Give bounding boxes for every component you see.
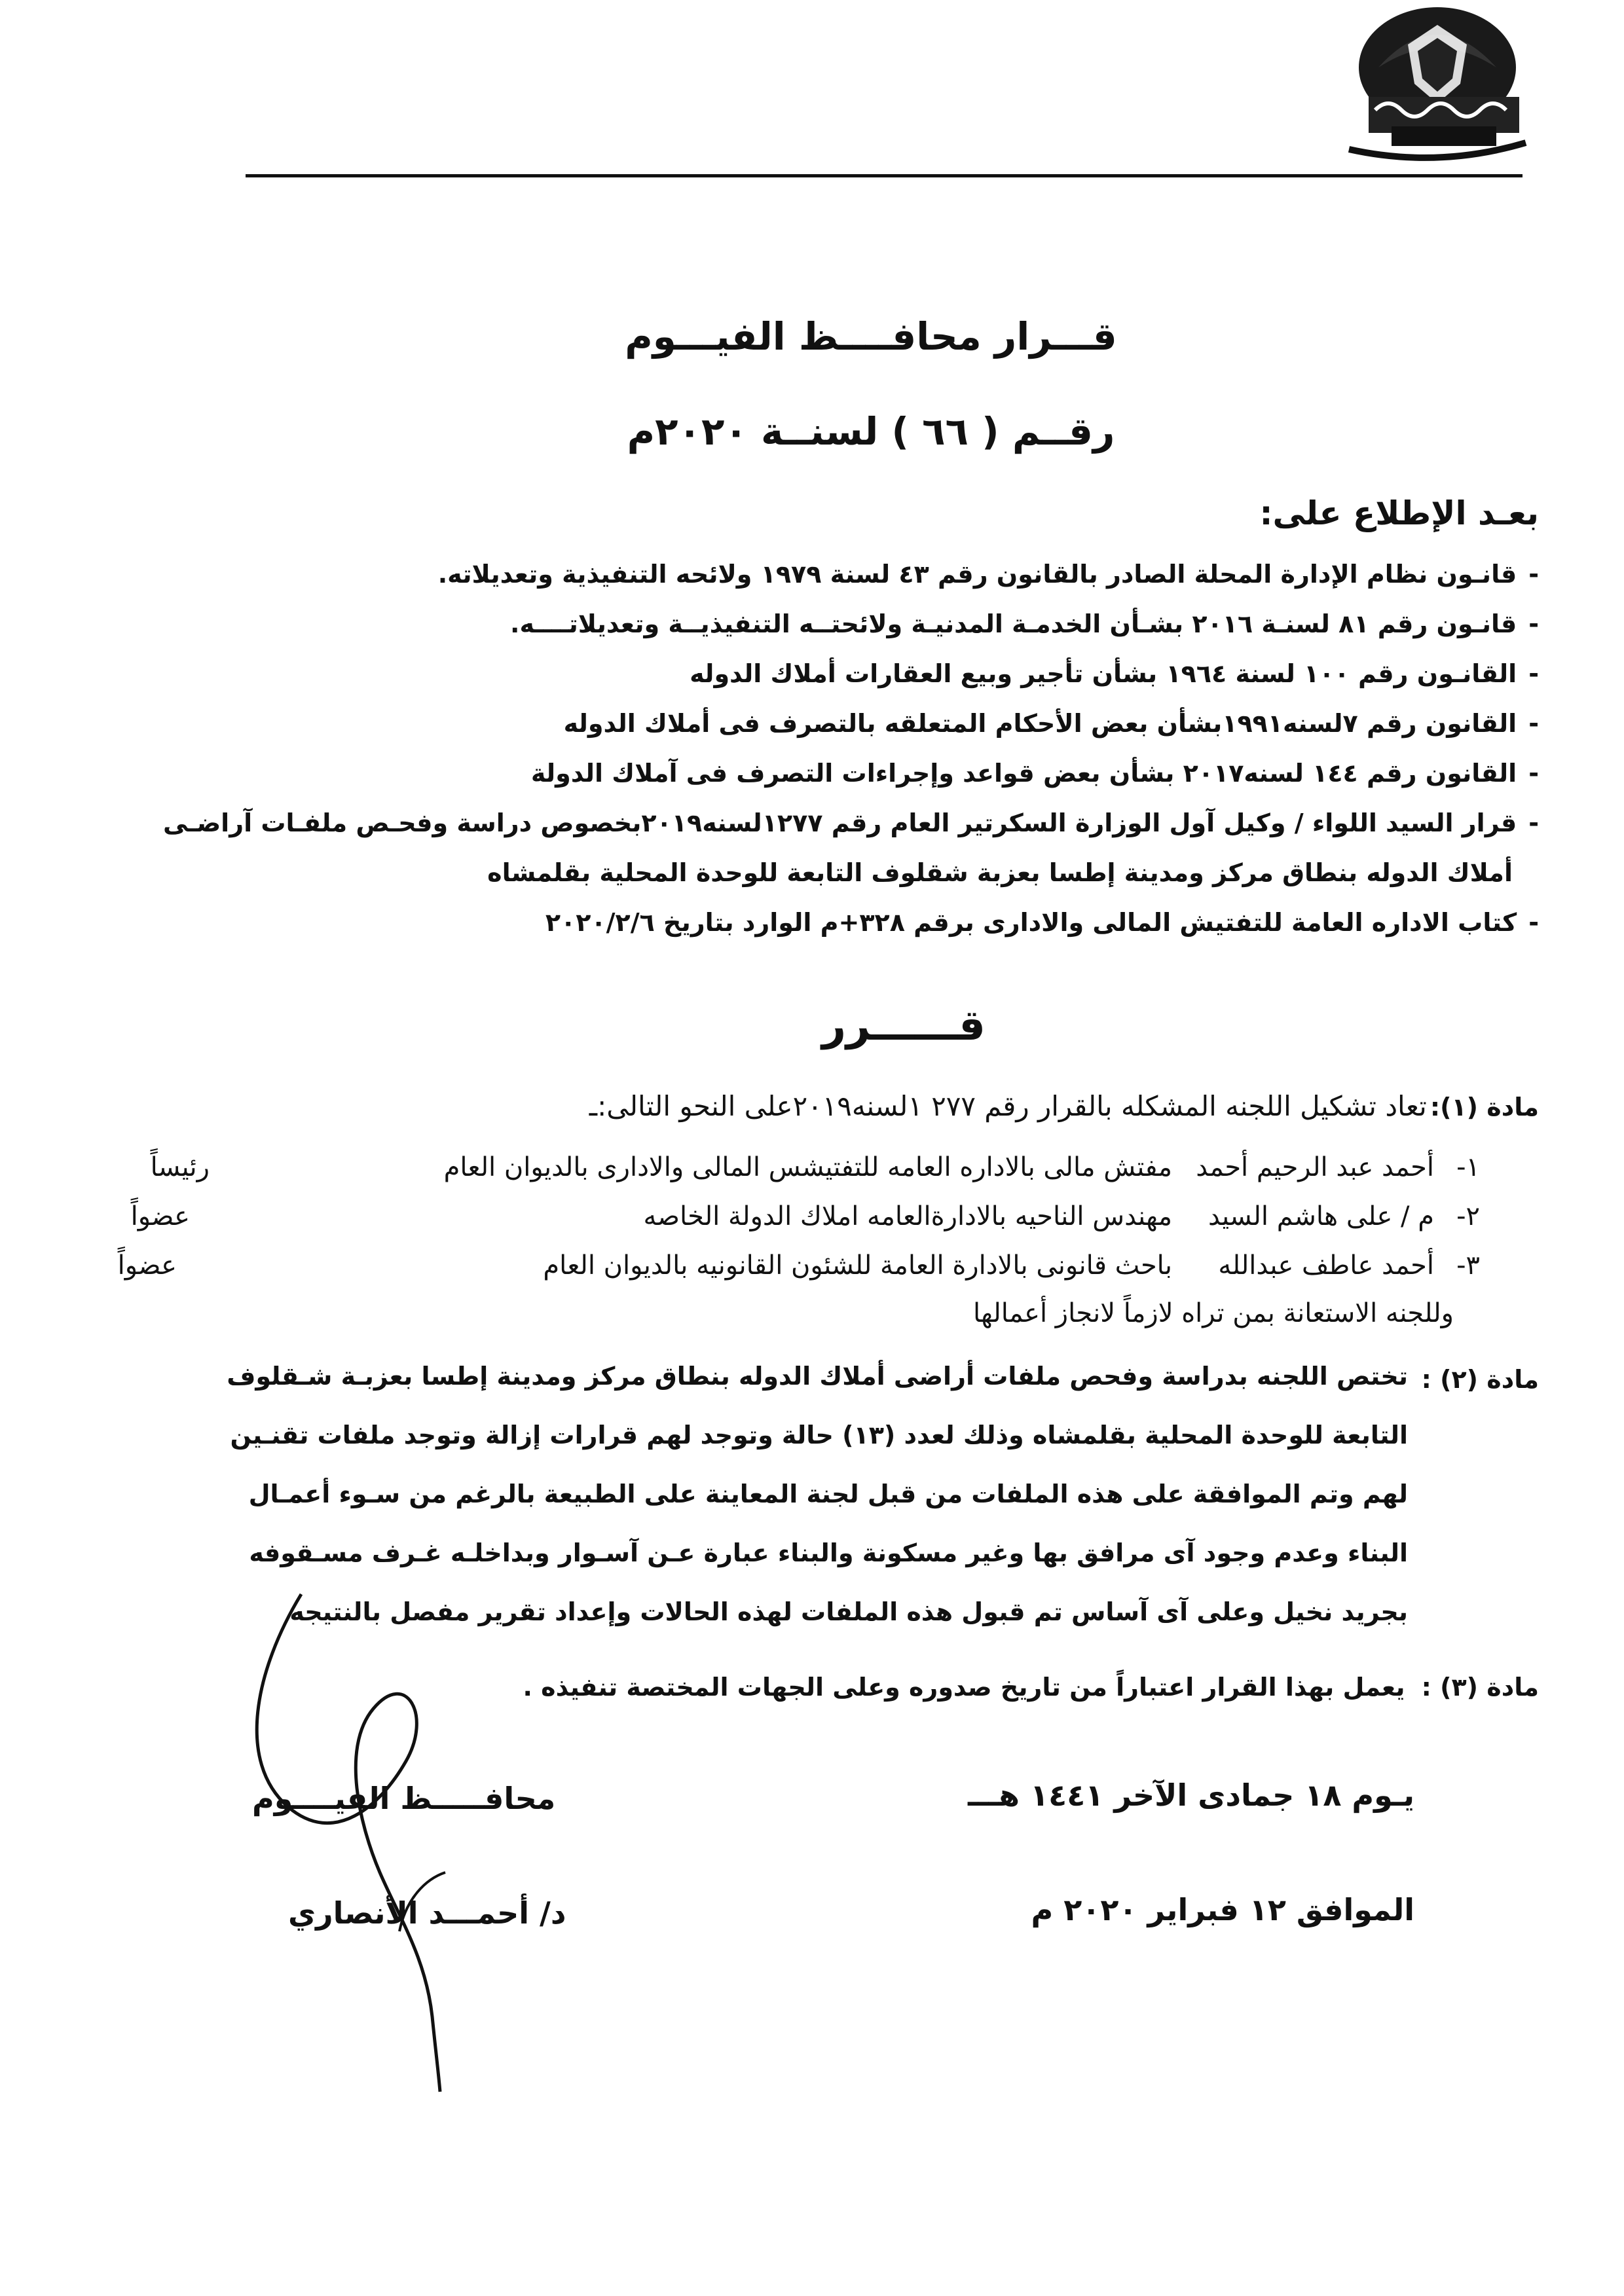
governorate-seal xyxy=(1329,5,1545,162)
article-2-line: البناء وعدم وجود آى مرافق بها وغير مسكونة والبناء عبارة عـن آسـوار وبداخلـه غـرف مسـقوفه xyxy=(249,1539,1408,1567)
preamble-item: -القانـون رقم ١٠٠ لسنة ١٩٦٤ بشأن تأجير وبيع العقارات أملاك الدوله xyxy=(690,659,1539,688)
article-3-label: مادة (٣) : xyxy=(1421,1673,1539,1702)
member-job: مهندس الناحيه بالادارةالعامه املاك الدولة الخاصه xyxy=(643,1201,1172,1231)
seal-lettering xyxy=(1329,5,1330,6)
member-name: م / على هاشم السيد xyxy=(1208,1201,1434,1231)
member-role: عضواً xyxy=(130,1201,190,1231)
committee-closing: وللجنه الاستعانة بمن تراه لازماً لانجاز أعمالها xyxy=(972,1298,1454,1328)
signatory-name: د/ أحمـــد الأنصاري xyxy=(288,1895,566,1931)
preamble-item: -كتاب الاداره العامة للتفتيش المالى والادارى برقم ٣٢٨+م الوارد بتاريخ ٢٠٢٠/٢/٦ xyxy=(545,908,1539,937)
article-3-text: يعمل بهذا القرار اعتباراً من تاريخ صدوره وعلى الجهات المختصة تنفيذه . xyxy=(523,1673,1405,1702)
member-job: باحث قانونى بالادارة العامة للشئون القانونيه بالديوان العام xyxy=(543,1250,1172,1281)
article-2-line: التابعة للوحدة المحلية بقلمشاه وذلك لعدد (١٣) حالة وتوجد لهم قرارات إزالة وتوجد ملفات تقنـين xyxy=(230,1421,1408,1449)
article-2-line: بجريد نخيل وعلى آى آساس تم قبول هذه الملفات لهذه الحالات وإعداد تقرير مفصل بالنتيجه xyxy=(289,1597,1408,1626)
committee-member-row xyxy=(20,1152,1539,1192)
decree-title: قـــرار محافــــظ الفيـــوم xyxy=(625,314,1117,359)
article-2-label: مادة (٢) : xyxy=(1421,1365,1539,1394)
preamble-item: -قانـون نظام الإدارة المحلة الصادر بالقانون رقم ٤٣ لسنة ١٩٧٩ ولائحه التنفيذية وتعديلاته. xyxy=(437,560,1539,589)
preamble-list xyxy=(105,560,1539,979)
preamble-item: -قرار السيد اللواء / وكيل آول الوزارة السكرتير العام رقم ١٢٧٧لسنه٢٠١٩بخصوص دراسة وفحـص ملفـات آراضـى xyxy=(163,809,1539,837)
committee-member-row xyxy=(20,1250,1539,1290)
preamble-item-continuation: أملاك الدوله بنطاق مركز ومدينة إطسا بعزبة شقلوف التابعة للوحدة المحلية بقلمشاه xyxy=(487,858,1513,887)
article-1-text: تعاد تشكيل اللجنه المشكله بالقرار رقم ٢٧٧ ١لسنه٢٠١٩على النحو التالى:ـ xyxy=(589,1090,1427,1122)
date-gregorian: الموافق ١٢ فبراير ٢٠٢٠ م xyxy=(1031,1892,1414,1927)
signatory-title: محافـــــظ الفيــــوم xyxy=(252,1781,556,1816)
preamble-item: -القانون رقم ١٤٤ لسنه٢٠١٧ بشأن بعض قواعد وإجراءات التصرف فى آملاك الدولة xyxy=(530,759,1539,788)
member-number: ١- xyxy=(1456,1152,1480,1182)
preamble-heading: بعـد الإطلاع على: xyxy=(1259,494,1539,532)
handwritten-signature xyxy=(210,1591,576,2095)
member-name: أحمد عاطف عبدالله xyxy=(1218,1250,1434,1281)
committee-member-row xyxy=(20,1201,1539,1241)
header-divider xyxy=(246,174,1522,177)
preamble-item: -القانون رقم ٧لسنه١٩٩١بشأن بعض الأحكام المتعلقه بالتصرف فى أملاك الدوله xyxy=(563,709,1539,738)
preamble-item: -قانـون رقم ٨١ لسنـة ٢٠١٦ بشـأن الخدمـة المدنيـة ولائحتــه التنفيذيــة وتعديلاتــــه. xyxy=(510,610,1539,638)
article-2-line: لهم وتم الموافقة على هذه الملفات من قبل لجنة المعاينة على الطبيعة بالرغم من سـوء أعمـال xyxy=(248,1480,1408,1508)
member-name: أحمد عبد الرحيم أحمد xyxy=(1196,1152,1434,1182)
date-hijri: يـوم ١٨ جمادى الآخر ١٤٤١ هـــ xyxy=(968,1777,1414,1813)
decree-number: رقــم ( ٦٦ ) لسنــة ٢٠٢٠م xyxy=(627,409,1115,454)
member-number: ٣- xyxy=(1456,1250,1480,1281)
eagle-seal-icon xyxy=(1329,5,1545,162)
article-1 xyxy=(65,1090,1539,1404)
member-role: رئيساً xyxy=(150,1152,210,1182)
article-2-line: تختص اللجنه بدراسة وفحص ملفات أراضى أملاك الدوله بنطاق مركز ومدينة إطسا بعزبـة شـقلوف xyxy=(227,1362,1408,1391)
decision-heading: قــــــرر xyxy=(822,1002,986,1050)
member-job: مفتش مالى بالاداره العامه للتفتيشس المالى والادارى بالديوان العام xyxy=(443,1152,1172,1182)
member-number: ٢- xyxy=(1456,1201,1480,1231)
member-role: عضواً xyxy=(117,1250,177,1281)
article-1-label: مادة (١): xyxy=(1430,1093,1539,1121)
